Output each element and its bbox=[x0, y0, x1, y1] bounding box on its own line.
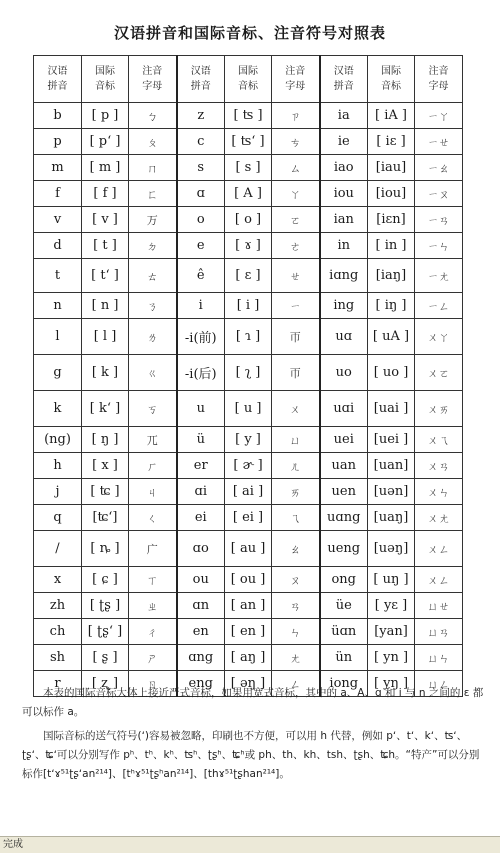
zhuyin-cell: ㄨㄣ bbox=[415, 479, 463, 505]
table-row bbox=[34, 259, 463, 293]
table-row bbox=[34, 567, 463, 593]
ipa-cell: [ ɿ ] bbox=[225, 319, 272, 355]
header-cell: 汉语 拼音 bbox=[34, 56, 82, 103]
table-row bbox=[34, 505, 463, 531]
ipa-cell: [ ʅ ] bbox=[225, 355, 272, 391]
table-row bbox=[34, 155, 463, 181]
zhuyin-cell: ㄟ bbox=[272, 505, 320, 531]
zhuyin-cell: ㄨㄥ bbox=[415, 567, 463, 593]
header-cell: 汉语 拼音 bbox=[177, 56, 225, 103]
ipa-cell: [ ei ] bbox=[225, 505, 272, 531]
pinyin-cell: (ng) bbox=[34, 427, 82, 453]
pinyin-cell: u bbox=[177, 391, 225, 427]
zhuyin-cell: ㄝ bbox=[272, 259, 320, 293]
table-row bbox=[34, 453, 463, 479]
zhuyin-cell: ㄩㄝ bbox=[415, 593, 463, 619]
pinyin-cell: ei bbox=[177, 505, 225, 531]
ipa-cell: [ x ] bbox=[82, 453, 129, 479]
zhuyin-cell: ㄐ bbox=[129, 479, 177, 505]
ipa-cell: [uaŋ] bbox=[368, 505, 415, 531]
zhuyin-cell: ㄏ bbox=[129, 453, 177, 479]
table-row bbox=[34, 103, 463, 129]
table-row bbox=[34, 293, 463, 319]
pinyin-cell: i bbox=[177, 293, 225, 319]
pinyin-cell: iou bbox=[320, 181, 368, 207]
ipa-cell: [yan] bbox=[368, 619, 415, 645]
ipa-cell: [ an ] bbox=[225, 593, 272, 619]
ipa-cell: [ i ] bbox=[225, 293, 272, 319]
zhuyin-cell: ㄍ bbox=[129, 355, 177, 391]
zhuyin-cell: ㄨㄢ bbox=[415, 453, 463, 479]
ipa-cell: [ uŋ ] bbox=[368, 567, 415, 593]
ipa-cell: [uai ] bbox=[368, 391, 415, 427]
ipa-cell: [ A ] bbox=[225, 181, 272, 207]
zhuyin-cell: ㄧㄠ bbox=[415, 155, 463, 181]
ipa-cell: [ ȵ ] bbox=[82, 531, 129, 567]
ipa-cell: [ n ] bbox=[82, 293, 129, 319]
pinyin-cell: / bbox=[34, 531, 82, 567]
pinyin-cell: -i(前) bbox=[177, 319, 225, 355]
zhuyin-cell: ㄩㄣ bbox=[415, 645, 463, 671]
zhuyin-cell: 万 bbox=[129, 207, 177, 233]
ipa-cell: [ iɛ ] bbox=[368, 129, 415, 155]
pinyin-cell: uo bbox=[320, 355, 368, 391]
pinyin-cell: zh bbox=[34, 593, 82, 619]
table-row bbox=[34, 391, 463, 427]
table-row bbox=[34, 233, 463, 259]
ipa-cell: [iaŋ] bbox=[368, 259, 415, 293]
ipa-cell: [ ɛ ] bbox=[225, 259, 272, 293]
ipa-cell: [ əŋ ] bbox=[225, 671, 272, 697]
table-row bbox=[34, 645, 463, 671]
pinyin-cell: v bbox=[34, 207, 82, 233]
ipa-cell: [ ŋ ] bbox=[82, 427, 129, 453]
zhuyin-cell: ㄜ bbox=[272, 233, 320, 259]
ipa-cell: [uən] bbox=[368, 479, 415, 505]
zhuyin-cell: ㄓ bbox=[129, 593, 177, 619]
pinyin-cell: sh bbox=[34, 645, 82, 671]
pinyin-cell: ɑ bbox=[177, 181, 225, 207]
ipa-cell: [ uo ] bbox=[368, 355, 415, 391]
pinyin-cell: iao bbox=[320, 155, 368, 181]
pinyin-cell: üɑn bbox=[320, 619, 368, 645]
pinyin-cell: h bbox=[34, 453, 82, 479]
zhuyin-cell: ㄥ bbox=[272, 671, 320, 697]
ipa-cell: [ pʻ ] bbox=[82, 129, 129, 155]
pinyin-cell: ing bbox=[320, 293, 368, 319]
ipa-cell: [ yn ] bbox=[368, 645, 415, 671]
pinyin-cell: k bbox=[34, 391, 82, 427]
ipa-cell: [ ʨ ] bbox=[82, 479, 129, 505]
zhuyin-cell: ㄈ bbox=[129, 181, 177, 207]
zhuyin-cell: ㄆ bbox=[129, 129, 177, 155]
zhuyin-cell: 帀 bbox=[272, 355, 320, 391]
zhuyin-cell: ㄧㄝ bbox=[415, 129, 463, 155]
zhuyin-cell: 兀 bbox=[129, 427, 177, 453]
pinyin-cell: ê bbox=[177, 259, 225, 293]
zhuyin-cell: ㄢ bbox=[272, 593, 320, 619]
pinyin-cell: m bbox=[34, 155, 82, 181]
ipa-cell: [ yɛ ] bbox=[368, 593, 415, 619]
zhuyin-cell: ㄎ bbox=[129, 391, 177, 427]
zhuyin-cell: 帀 bbox=[272, 319, 320, 355]
zhuyin-cell: ㄑ bbox=[129, 505, 177, 531]
header-cell: 注音 字母 bbox=[129, 56, 177, 103]
ipa-cell: [ ɚ ] bbox=[225, 453, 272, 479]
ipa-cell: [ iA ] bbox=[368, 103, 415, 129]
header-cell: 国际 音标 bbox=[368, 56, 415, 103]
zhuyin-cell: ㄨ bbox=[272, 391, 320, 427]
table-row bbox=[34, 355, 463, 391]
table-row bbox=[34, 593, 463, 619]
zhuyin-cell: ㄕ bbox=[129, 645, 177, 671]
ipa-cell: [ uA ] bbox=[368, 319, 415, 355]
zhuyin-cell: ㄧㄢ bbox=[415, 207, 463, 233]
pinyin-cell: ou bbox=[177, 567, 225, 593]
zhuyin-cell: ㄧㄚ bbox=[415, 103, 463, 129]
ipa-cell: [ ou ] bbox=[225, 567, 272, 593]
ipa-cell: [ʨʻ] bbox=[82, 505, 129, 531]
table-header bbox=[34, 56, 463, 103]
pinyin-cell: p bbox=[34, 129, 82, 155]
status-text: 完成 bbox=[3, 839, 23, 850]
zhuyin-cell: ㄨㄥ bbox=[415, 531, 463, 567]
table-row bbox=[34, 129, 463, 155]
pinyin-cell: ch bbox=[34, 619, 82, 645]
pinyin-cell: ɑo bbox=[177, 531, 225, 567]
zhuyin-cell: ㄩㄥ bbox=[415, 671, 463, 697]
ipa-cell: [ s ] bbox=[225, 155, 272, 181]
zhuyin-cell: ㄨㄚ bbox=[415, 319, 463, 355]
zhuyin-cell: ㄧ bbox=[272, 293, 320, 319]
zhuyin-cell: ㄣ bbox=[272, 619, 320, 645]
ipa-cell: [ ɕ ] bbox=[82, 567, 129, 593]
page-title: 汉语拼音和国际音标、注音符号对照表 bbox=[113, 24, 386, 42]
pinyin-cell: f bbox=[34, 181, 82, 207]
table-row bbox=[34, 319, 463, 355]
pinyin-cell: q bbox=[34, 505, 82, 531]
ipa-cell: [ aŋ ] bbox=[225, 645, 272, 671]
ipa-cell: [ ʦʻ ] bbox=[225, 129, 272, 155]
pinyin-cell: r bbox=[34, 671, 82, 697]
pinyin-cell: e bbox=[177, 233, 225, 259]
ipa-cell: [iɛn] bbox=[368, 207, 415, 233]
ipa-cell: [uəŋ] bbox=[368, 531, 415, 567]
zhuyin-cell: ㄠ bbox=[272, 531, 320, 567]
table-row bbox=[34, 207, 463, 233]
header-cell: 注音 字母 bbox=[272, 56, 320, 103]
pinyin-cell: ɑi bbox=[177, 479, 225, 505]
pinyin-cell: b bbox=[34, 103, 82, 129]
zhuyin-cell: ㄋ bbox=[129, 293, 177, 319]
header-cell: 注音 字母 bbox=[415, 56, 463, 103]
pinyin-cell: ün bbox=[320, 645, 368, 671]
ipa-cell: [ m ] bbox=[82, 155, 129, 181]
pinyin-cell: iong bbox=[320, 671, 368, 697]
zhuyin-cell: ㄧㄥ bbox=[415, 293, 463, 319]
pinyin-cell: n bbox=[34, 293, 82, 319]
pinyin-cell: uen bbox=[320, 479, 368, 505]
zhuyin-cell: ㄧㄣ bbox=[415, 233, 463, 259]
ipa-cell: [ kʻ ] bbox=[82, 391, 129, 427]
pinyin-cell: ia bbox=[320, 103, 368, 129]
ipa-cell: [ ʦ ] bbox=[225, 103, 272, 129]
pinyin-cell: -i(后) bbox=[177, 355, 225, 391]
ipa-cell: [ ʈʂ ] bbox=[82, 593, 129, 619]
zhuyin-cell: ㄚ bbox=[272, 181, 320, 207]
pinyin-cell: c bbox=[177, 129, 225, 155]
ipa-cell: [ au ] bbox=[225, 531, 272, 567]
zhuyin-cell: ㄙ bbox=[272, 155, 320, 181]
ipa-cell: [ tʻ ] bbox=[82, 259, 129, 293]
pinyin-cell: j bbox=[34, 479, 82, 505]
pinyin-cell: eng bbox=[177, 671, 225, 697]
pinyin-cell: ɑng bbox=[177, 645, 225, 671]
zhuyin-cell: ㄨㄤ bbox=[415, 505, 463, 531]
ipa-cell: [ iŋ ] bbox=[368, 293, 415, 319]
zhuyin-cell: ㄨㄞ bbox=[415, 391, 463, 427]
ipa-cell: [ v ] bbox=[82, 207, 129, 233]
header-cell: 汉语 拼音 bbox=[320, 56, 368, 103]
ipa-cell: [ in ] bbox=[368, 233, 415, 259]
ipa-cell: [ f ] bbox=[82, 181, 129, 207]
zhuyin-cell: ㄞ bbox=[272, 479, 320, 505]
zhuyin-cell: ㄛ bbox=[272, 207, 320, 233]
pinyin-cell: uei bbox=[320, 427, 368, 453]
pinyin-cell: x bbox=[34, 567, 82, 593]
pinyin-cell: en bbox=[177, 619, 225, 645]
note-paragraph-2 bbox=[22, 727, 484, 784]
zhuyin-cell: ㄧㄡ bbox=[415, 181, 463, 207]
zhuyin-cell: ㄅ bbox=[129, 103, 177, 129]
pinyin-cell: t bbox=[34, 259, 82, 293]
header-row bbox=[34, 56, 463, 103]
table-row bbox=[34, 531, 463, 567]
pinyin-cell: g bbox=[34, 355, 82, 391]
pinyin-cell: uɑ bbox=[320, 319, 368, 355]
zhuyin-cell: ㄇ bbox=[129, 155, 177, 181]
zhuyin-cell: ㄤ bbox=[272, 645, 320, 671]
ipa-cell: [ yŋ ] bbox=[368, 671, 415, 697]
header-cell: 国际 音标 bbox=[225, 56, 272, 103]
pinyin-ipa-zhuyin-table bbox=[33, 55, 463, 697]
pinyin-cell: ü bbox=[177, 427, 225, 453]
ipa-cell: [uei ] bbox=[368, 427, 415, 453]
ipa-cell: [iau] bbox=[368, 155, 415, 181]
pinyin-cell: üe bbox=[320, 593, 368, 619]
zhuyin-cell: ㄦ bbox=[272, 453, 320, 479]
ipa-cell: [ y ] bbox=[225, 427, 272, 453]
ipa-cell: [ ʐ ] bbox=[82, 671, 129, 697]
note-text-2: 国际音标的送气符号(ʻ)容易被忽略，印刷也不方便，可以用 h 代替，例如 pʻ、tʻ、kʻ、ʦʻ、ʈʂʻ、ʨʻ可以分别写作 pʰ、tʰ、kʰ、ʦʰ、ʈʂʰ、ʨʰ或 ph、th、kh、tsh、ʈʂh、ʨh。“特产”可以分别标作[tʻɤ⁵¹ʈʂʻan²¹⁴]、[tʰɤ⁵¹ʈʂʰan²¹⁴]、[thɤ⁵¹ʈʂhan²¹⁴]。 bbox=[22, 730, 480, 780]
zhuyin-cell: ㄡ bbox=[272, 567, 320, 593]
zhuyin-cell: ㄖ bbox=[129, 671, 177, 697]
table-row bbox=[34, 619, 463, 645]
ipa-cell: [ o ] bbox=[225, 207, 272, 233]
pinyin-cell: ian bbox=[320, 207, 368, 233]
ipa-cell: [ ʂ ] bbox=[82, 645, 129, 671]
table-row bbox=[34, 479, 463, 505]
zhuyin-cell: ㄌ bbox=[129, 319, 177, 355]
ipa-cell: [ ʈʂʻ ] bbox=[82, 619, 129, 645]
pinyin-cell: d bbox=[34, 233, 82, 259]
zhuyin-cell: ㄘ bbox=[272, 129, 320, 155]
pinyin-cell: in bbox=[320, 233, 368, 259]
zhuyin-cell: ㄔ bbox=[129, 619, 177, 645]
ipa-cell: [ k ] bbox=[82, 355, 129, 391]
zhuyin-cell: ㄨㄛ bbox=[415, 355, 463, 391]
note-text-1: 本表的国际音标大体上接近严式音标，如果用宽式音标，其中的 a、A、ɑ 和 i 与 n 之间的 ɛ 都可以标作 a。 bbox=[22, 687, 484, 718]
ipa-cell: [ ɤ ] bbox=[225, 233, 272, 259]
pinyin-cell: ɑn bbox=[177, 593, 225, 619]
zhuyin-cell: ㄗ bbox=[272, 103, 320, 129]
ipa-cell: [ l ] bbox=[82, 319, 129, 355]
pinyin-cell: er bbox=[177, 453, 225, 479]
pinyin-cell: s bbox=[177, 155, 225, 181]
ipa-cell: [uan] bbox=[368, 453, 415, 479]
zhuyin-cell: ㄩ bbox=[272, 427, 320, 453]
pinyin-cell: uɑi bbox=[320, 391, 368, 427]
table-row bbox=[34, 181, 463, 207]
ipa-cell: [ ai ] bbox=[225, 479, 272, 505]
ipa-cell: [iou] bbox=[368, 181, 415, 207]
header-cell: 国际 音标 bbox=[82, 56, 129, 103]
zhuyin-cell: ㄊ bbox=[129, 259, 177, 293]
ipa-cell: [ t ] bbox=[82, 233, 129, 259]
pinyin-cell: uɑng bbox=[320, 505, 368, 531]
table-row bbox=[34, 427, 463, 453]
zhuyin-cell: ㄉ bbox=[129, 233, 177, 259]
browser-status-bar bbox=[0, 836, 500, 853]
ipa-cell: [ u ] bbox=[225, 391, 272, 427]
table-body bbox=[34, 103, 463, 697]
pinyin-cell: l bbox=[34, 319, 82, 355]
pinyin-cell: ie bbox=[320, 129, 368, 155]
zhuyin-cell: ㄩㄢ bbox=[415, 619, 463, 645]
ipa-cell: [ en ] bbox=[225, 619, 272, 645]
pinyin-cell: ong bbox=[320, 567, 368, 593]
pinyin-cell: ueng bbox=[320, 531, 368, 567]
zhuyin-cell: ㄨㄟ bbox=[415, 427, 463, 453]
pinyin-cell: o bbox=[177, 207, 225, 233]
ipa-cell: [ p ] bbox=[82, 103, 129, 129]
zhuyin-cell: ㄧㄤ bbox=[415, 259, 463, 293]
pinyin-cell: z bbox=[177, 103, 225, 129]
note-paragraph-1 bbox=[22, 684, 484, 722]
pinyin-cell: iɑng bbox=[320, 259, 368, 293]
zhuyin-cell: 广 bbox=[129, 531, 177, 567]
zhuyin-cell: ㄒ bbox=[129, 567, 177, 593]
pinyin-cell: uan bbox=[320, 453, 368, 479]
